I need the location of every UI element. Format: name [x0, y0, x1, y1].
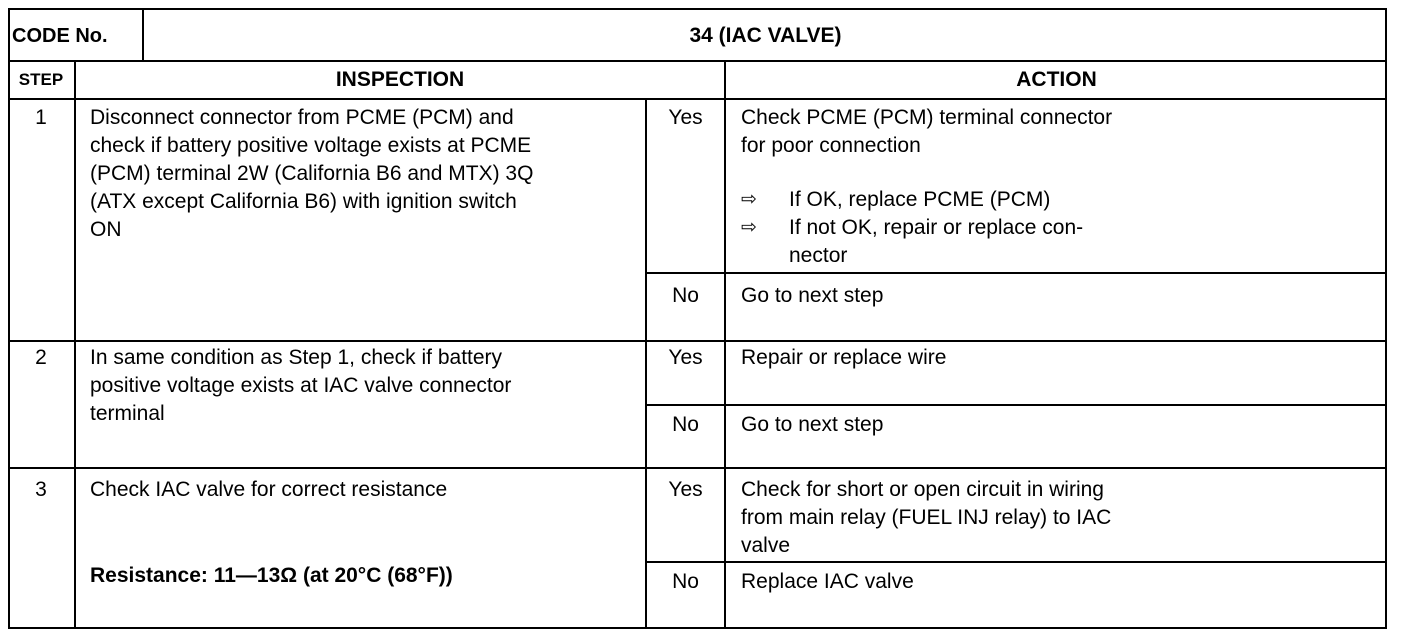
- inspection-text-line: terminal: [90, 402, 165, 425]
- action-text-line: valve: [741, 534, 791, 557]
- rule-header: [8, 60, 1387, 62]
- rule-columns: [8, 98, 1387, 100]
- action-text-line: Check for short or open circuit in wiring: [741, 478, 1104, 501]
- no-label: No: [672, 284, 699, 307]
- no-label: No: [672, 413, 699, 436]
- action-bullet: If not OK, repair or replace con-: [789, 216, 1084, 239]
- inspection-text-line: (ATX except California B6) with ignition switch: [90, 190, 517, 213]
- action-text-line: Go to next step: [741, 413, 884, 436]
- action-text-line: Go to next step: [741, 284, 884, 307]
- inspection-text-line: Disconnect connector from PCME (PCM) and: [90, 106, 514, 129]
- action-text-line: Check PCME (PCM) terminal connector: [741, 106, 1113, 129]
- right-arrow-icon: ⇨: [741, 189, 757, 210]
- inspection-text-line: ON: [90, 218, 122, 241]
- right-arrow-icon: ⇨: [741, 217, 757, 238]
- yes-label: Yes: [668, 346, 703, 369]
- rule-step2-yes-no: [645, 404, 1387, 406]
- inspection-text-line: positive voltage exists at IAC valve connector: [90, 374, 512, 397]
- resistance-spec: Resistance: 11—13Ω (at 20°C (68°F)): [90, 564, 453, 587]
- diagnostic-table: [8, 8, 1387, 629]
- inspection-text-line: check if battery positive voltage exists at PCME: [90, 134, 532, 157]
- rule-step1-yes-no: [645, 272, 1387, 274]
- rule-action-col: [724, 60, 726, 629]
- code-label: CODE No.: [12, 25, 108, 47]
- step-number: 2: [35, 346, 47, 369]
- action-text-line: for poor connection: [741, 134, 921, 157]
- inspection-text-line: (PCM) terminal 2W (California B6 and MTX) 3Q: [90, 162, 534, 185]
- action-text-line: Replace IAC valve: [741, 570, 914, 593]
- rule-step3-yes-no: [645, 561, 1387, 563]
- no-label: No: [672, 570, 699, 593]
- action-header: ACTION: [1016, 68, 1097, 91]
- step-number: 3: [35, 478, 47, 501]
- rule-step2-end: [8, 467, 1387, 469]
- action-text-line: Repair or replace wire: [741, 346, 947, 369]
- inspection-text-line: In same condition as Step 1, check if battery: [90, 346, 503, 369]
- action-bullet: If OK, replace PCME (PCM): [789, 188, 1051, 211]
- code-title: 34 (IAC VALVE): [689, 24, 842, 47]
- rule-step-col: [74, 98, 76, 629]
- action-bullet: nector: [789, 244, 848, 267]
- inspection-text-line: Check IAC valve for correct resistance: [90, 478, 448, 501]
- step-number: 1: [35, 106, 47, 129]
- inspection-header: INSPECTION: [335, 68, 465, 91]
- yes-label: Yes: [668, 478, 703, 501]
- action-text-line: from main relay (FUEL INJ relay) to IAC: [741, 506, 1112, 529]
- rule-step1-end: [8, 340, 1387, 342]
- yes-label: Yes: [668, 106, 703, 129]
- step-header: STEP: [18, 70, 64, 89]
